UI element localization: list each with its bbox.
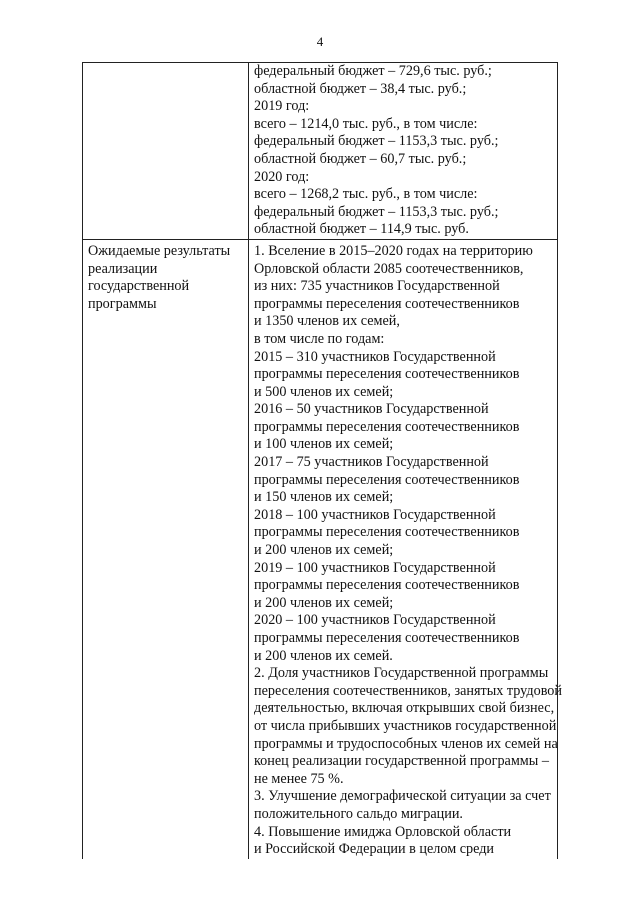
expected-results-line: 2015 – 310 участников Государственной	[254, 348, 496, 365]
funding-line: федеральный бюджет – 1153,3 тыс. руб.;	[254, 133, 499, 150]
expected-results-lines	[254, 242, 562, 859]
expected-results-line: 2019 – 100 участников Государственной	[254, 559, 496, 576]
expected-results-line: из них: 735 участников Государственной	[254, 278, 500, 295]
funding-line: федеральный бюджет – 1153,3 тыс. руб.;	[254, 203, 499, 220]
funding-line: всего – 1214,0 тыс. руб., в том числе:	[254, 115, 478, 132]
expected-results-label	[88, 243, 244, 313]
expected-results-line: программы переселения соотечественников	[254, 295, 520, 312]
expected-results-line: и 200 членов их семей;	[254, 542, 394, 559]
expected-results-line: 2020 – 100 участников Государственной	[254, 612, 496, 629]
expected-results-line: 2017 – 75 участников Государственной	[254, 454, 489, 471]
funding-line: областной бюджет – 114,9 тыс. руб.	[254, 221, 469, 238]
expected-results-line: 1. Вселение в 2015–2020 годах на территорию	[254, 242, 533, 259]
expected-results-line: и 150 членов их семей;	[254, 489, 394, 506]
expected-results-line: и 1350 членов их семей,	[254, 313, 400, 330]
expected-results-line: 2018 – 100 участников Государственной	[254, 506, 496, 523]
funding-line: 2019 год:	[254, 98, 310, 115]
expected-results-line: не менее 75 %.	[254, 770, 344, 787]
expected-results-line: программы переселения соотечественников	[254, 471, 520, 488]
program-passport-table	[82, 62, 562, 859]
expected-results-line: и 200 членов их семей;	[254, 594, 394, 611]
expected-results-line: и Российской Федерации в целом среди	[254, 841, 495, 858]
table-row-funding	[83, 63, 558, 240]
expected-results-label-line: реализации	[88, 260, 158, 277]
expected-results-line: программы переселения соотечественников	[254, 630, 520, 646]
funding-line: федеральный бюджет – 729,6 тыс. руб.;	[254, 63, 492, 79]
expected-results-line: 2. Доля участников Государственной программы	[254, 665, 549, 682]
expected-results-line: 4. Повышение имиджа Орловской области	[254, 823, 512, 840]
expected-results-line: программы переселения соотечественников	[254, 577, 520, 594]
funding-lines	[254, 63, 553, 239]
expected-results-line: Орловской области 2085 соотечественников,	[254, 260, 524, 277]
expected-results-line: программы переселения соотечественников	[254, 418, 520, 435]
expected-results-line: положительного сальдо миграции.	[254, 805, 463, 822]
expected-results-line: и 200 членов их семей.	[254, 647, 393, 664]
expected-results-line: программы переселения соотечественников	[254, 524, 520, 541]
funding-line: 2020 год:	[254, 168, 310, 185]
expected-results-label-cell	[83, 239, 249, 858]
expected-results-value-cell	[249, 239, 562, 858]
expected-results-line: программы и трудоспособных членов их семей на	[254, 735, 558, 752]
expected-results-line: и 500 членов их семей;	[254, 383, 394, 400]
expected-results-line: 2016 – 50 участников Государственной	[254, 401, 489, 418]
expected-results-label-line: государственной	[88, 278, 190, 295]
funding-line: областной бюджет – 60,7 тыс. руб.;	[254, 150, 467, 167]
expected-results-label-line: Ожидаемые результаты	[88, 242, 231, 259]
expected-results-line: и 100 членов их семей;	[254, 436, 394, 453]
expected-results-line: конец реализации государственной программы –	[254, 753, 549, 770]
expected-results-line: программы переселения соотечественников	[254, 366, 520, 383]
funding-value-cell	[249, 63, 558, 240]
page-number: 4	[316, 34, 324, 49]
expected-results-line: деятельностью, включая открывших свой бизнес,	[254, 700, 555, 717]
expected-results-label-line: программы	[88, 295, 157, 312]
funding-label-cell	[83, 63, 249, 240]
expected-results-line: в том числе по годам:	[254, 330, 385, 347]
expected-results-line: переселения соотечественников, занятых трудовой	[254, 682, 562, 699]
funding-line: всего – 1268,2 тыс. руб., в том числе:	[254, 186, 478, 203]
expected-results-line: от числа прибывших участников государственной	[254, 717, 557, 734]
expected-results-line: 3. Улучшение демографической ситуации за счет	[254, 788, 551, 805]
table-row-expected-results	[83, 239, 558, 858]
funding-line: областной бюджет – 38,4 тыс. руб.;	[254, 80, 467, 97]
